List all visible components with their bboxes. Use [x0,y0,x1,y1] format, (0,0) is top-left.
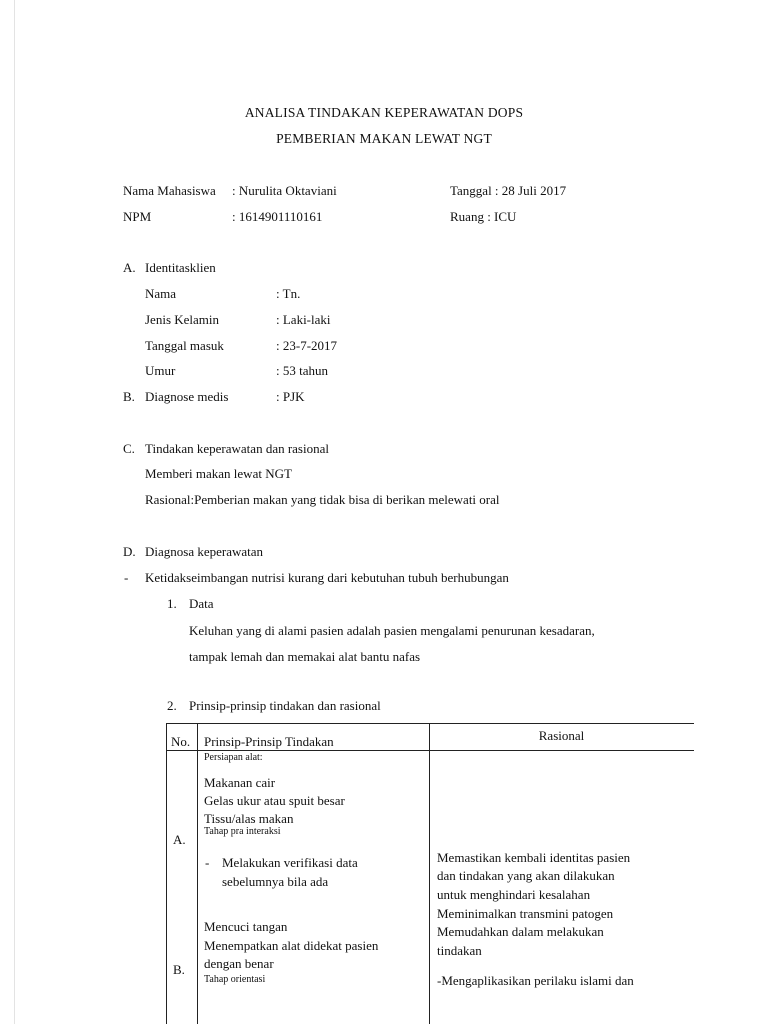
alat-item: Makanan cair [204,775,276,790]
section-a-heading: Identitasklien [145,260,216,275]
section-c-marker: C. [123,441,135,456]
field-label: Umur [145,363,176,378]
verif-line-1: Melakukan verifikasi data [222,855,358,870]
table-col-divider-1 [197,723,198,1024]
section-b-marker: B. [123,389,135,404]
rasional-line: -Mengaplikasikan perilaku islami dan [437,973,634,988]
item2-label: Prinsip-prinsip tindakan dan rasional [189,698,381,713]
npm-label: NPM [123,209,152,224]
section-c-line2: Rasional:Pemberian makan yang tidak bisa di berikan melewati oral [145,492,500,507]
table-left-border [166,723,167,1024]
field-label: Tanggal masuk [145,338,224,353]
document-subtitle: PEMBERIAN MAKAN LEWAT NGT [276,131,492,146]
section-c-line1: Memberi makan lewat NGT [145,466,292,481]
rasional-line: Meminimalkan transmini patogen [437,906,614,921]
section-d-marker: D. [123,544,136,559]
section-c-heading: Tindakan keperawatan dan rasional [145,441,329,456]
rasional-line: dan tindakan yang akan dilakukan [437,868,615,883]
field-value: : 23-7-2017 [276,338,338,353]
rasional-line: tindakan [437,943,482,958]
tanggal-text: Tanggal : 28 Juli 2017 [450,183,567,198]
item1-text-1: Keluhan yang di alami pasien adalah pasien mengalami penurunan kesadaran, [189,623,595,638]
ruang-text: Ruang : ICU [450,209,517,224]
rasional-line: Memudahkan dalam melakukan [437,924,604,939]
field-label: Nama [145,286,177,301]
table-header-no: No. [171,734,191,749]
row-b-number: B. [173,962,185,977]
section-b-value: : PJK [276,389,305,404]
mencuci-text: Mencuci tangan [204,919,288,934]
rasional-line: untuk menghindari kesalahan [437,887,591,902]
document-title: ANALISA TINDAKAN KEPERAWATAN DOPS [244,105,524,120]
item1-label: Data [189,596,214,611]
row-a-number: A. [173,832,186,847]
table-header-prinsip: Prinsip-Prinsip Tindakan [204,734,334,749]
nama-label: Nama Mahasiswa [123,183,216,198]
npm-value: : 1614901110161 [232,209,323,224]
section-d-heading: Diagnosa keperawatan [145,544,264,559]
field-value: : Laki-laki [276,312,331,327]
menempatkan-line-2: dengan benar [204,956,274,971]
field-value: : 53 tahun [276,363,328,378]
persiapan-label: Persiapan alat: [204,752,263,763]
alat-item: Tissu/alas makan [204,811,294,826]
verif-line-2: sebelumnya bila ada [222,874,329,889]
table-header-rasional: Rasional [538,728,585,743]
table-col-divider-2 [429,723,430,1024]
table-top-border [166,723,694,724]
item1-text-2: tampak lemah dan memakai alat bantu nafas [189,649,421,664]
menempatkan-line-1: Menempatkan alat didekat pasien [204,938,379,953]
section-b-label: Diagnose medis [145,389,229,404]
tahap-pra-label: Tahap pra interaksi [204,826,281,837]
field-value: : Tn. [276,286,301,301]
alat-item: Gelas ukur atau spuit besar [204,793,345,808]
item1-marker: 1. [167,596,177,611]
rasional-line: Memastikan kembali identitas pasien [437,850,631,865]
nama-value: : Nurulita Oktaviani [232,183,337,198]
field-label: Jenis Kelamin [145,312,220,327]
item2-marker: 2. [167,698,177,713]
page-edge-line [14,0,15,1024]
dash-marker: - [124,570,129,585]
section-a-marker: A. [123,260,136,275]
tahap-orientasi-label: Tahap orientasi [204,974,266,985]
verif-dash: - [205,855,210,870]
diagnosis-text: Ketidakseimbangan nutrisi kurang dari kebutuhan tubuh berhubungan [145,570,509,585]
